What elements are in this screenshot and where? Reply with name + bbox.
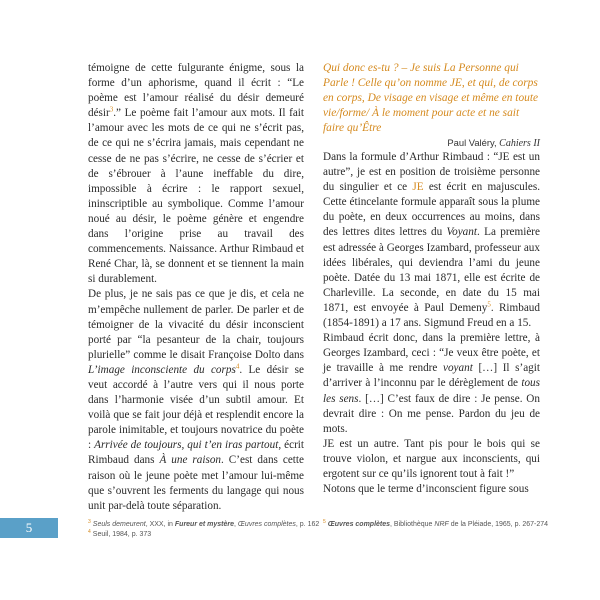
text-run: . Le désir se veut accordé à l’autre vers qui il nous porte dans l’harmonie visée d’un subtil amour. Et voilà que se fait jour déjà et resplendit encore la parole inimitable, et toujours novatrice du poète : — [88, 363, 304, 452]
text-run: , — [234, 521, 238, 528]
footnote-number: 4 — [88, 528, 91, 535]
text-run: , écrit Rimbaud dans — [88, 439, 305, 467]
book-title: L’image inconsciente du corps — [88, 363, 236, 376]
footnote-3 — [88, 518, 320, 530]
text-run: est écrit en majuscules. Cette étincelante formule apparaît sous la plume du poète, en deux occurrences au moins, dans des lettres dites lettres du — [323, 181, 540, 239]
text-run: De plus, je ne sais pas ce que je dis, et cela ne m’empêche nullement de parler. De parler et de témoigner de la vivacité du désir inconscient porté par “la pesanteur de la chair, toujours plurielle” comme le disait Françoise Dolto dans — [88, 288, 304, 361]
text-run: . Rimbaud (1854-1891) a 17 ans. Sigmund Freud en a 15. — [323, 301, 540, 330]
text-run: . La première est adressée à Georges Izambard, professeur aux idées libérales, qui deviendra l’ami du jeune poète. Datée du 13 mai 1871, elle est écrite de Charleville. La seconde, en date du 15 mai 1871, est envoyée à Paul Demeny — [323, 226, 540, 314]
footnote-ref-3[interactable]: 3 — [109, 105, 114, 114]
text-run: , XXX, in — [145, 521, 175, 528]
footnotes-left — [88, 518, 320, 540]
poem-title: À une raison — [159, 454, 222, 467]
italic-term: voyant — [443, 362, 473, 375]
footnotes-right — [323, 520, 553, 530]
text-run: .” Le poème fait l’amour aux mots. Il fait l’amour avec les mots de ce qui ne s’écrit pas, de ce qui ne s’écrira jamais, mais cependant ne cesse de ne pas s’écrire, ne cesse de s’écrier et de s’ébrouer à l’aune ineffable du dire, impossible à écrire : le rapport sexuel, ininscriptible au symbolique. Comme l’amour noué au désir, le poème génère et engendre dans l’origine prise au travail des commencements. Naissance. Arthur Rimbaud et René Char, là, se donnent et se tiennent la main si durablement. — [88, 107, 304, 286]
epigraph-source — [323, 136, 540, 150]
text-run: témoigne de cette fulgurante énigme, sous la forme d’un aphorisme, quand il écrit : “Le poème est l’amour réalisé du désir demeuré désir — [88, 62, 304, 120]
footnote-5 — [323, 520, 553, 530]
right-paragraph-4: Notons que le terme d’inconscient figure sous — [323, 483, 529, 496]
footnote-ref-4[interactable]: 4 — [235, 362, 240, 371]
right-paragraph-3: JE est un autre. Tant pis pour le bois qui se trouve violon, et nargue aux inconscients, qui ergotent sur ce qu’ils ignorent tout à fait !” — [323, 437, 540, 480]
text-run: Dans la formule d’Arthur Rimbaud : “JE est un autre”, je est en position de troisième personne du singulier et ce — [323, 151, 540, 194]
footnote-works: Œuvres complètes — [237, 521, 296, 528]
left-paragraph-1 — [88, 61, 304, 287]
footnote-number: 5 — [323, 518, 326, 525]
text-run: de la Pléiade, 1965, p. 267-274 — [448, 521, 549, 528]
text-run: . […] C’est faux de dire : Je pense. On devrait dire : On me pense. Pardon du jeu de mots. — [323, 392, 540, 435]
left-column — [88, 61, 304, 514]
footnote-nrf: NRF — [434, 521, 449, 528]
italic-term: Voyant — [446, 226, 477, 239]
text-run: , Bibliothèque — [390, 521, 435, 528]
highlighted-je: JE — [412, 181, 424, 194]
text-run: Seuil, 1984, p. 373 — [92, 531, 152, 538]
page-number: 5 — [25, 520, 33, 535]
text-run: . C’est dans cette raison où le jeune poète met l’amour lui-même que s’ouvrent les ferments du langage qui nous unit par-delà toute séparation. — [88, 454, 304, 512]
right-paragraph-1 — [323, 150, 540, 331]
text-run: Rimbaud écrit donc, dans la première lettre, à Georges Izambard, ceci : “Je veux être poète, et je travaille à me rendre — [323, 332, 540, 375]
footnote-book: Fureur et mystère — [174, 521, 235, 528]
left-paragraph-2 — [88, 287, 304, 513]
right-column — [323, 61, 540, 497]
text-run: […] Il s’agit d’arriver à l’inconnu par le dérèglement de — [323, 362, 540, 390]
italic-term: tous les sens — [323, 377, 540, 405]
footnote-ref-5[interactable]: 5 — [487, 300, 491, 309]
text-run: , p. 162 — [295, 521, 320, 528]
footnote-title: Seuls demeurent — [92, 521, 146, 528]
right-paragraph-2 — [323, 331, 540, 437]
footnote-works: Œuvres complètes — [327, 521, 391, 528]
footnote-4 — [88, 530, 308, 540]
epigraph: Qui donc es-tu ? – Je suis La Personne qui Parle ! Celle qu’on nomme JE, et qui, de corps en corps, De visage en visage et même en toute vie/forme/ À le moment pour acte et ne sait faire qu’Être — [323, 62, 539, 134]
footnote-number: 3 — [88, 518, 91, 525]
epigraph-author: Paul Valéry, — [447, 137, 497, 148]
poem-quote: Arrivée de toujours, qui t’en iras partout — [94, 439, 279, 452]
epigraph-work: Cahiers II — [499, 138, 540, 149]
